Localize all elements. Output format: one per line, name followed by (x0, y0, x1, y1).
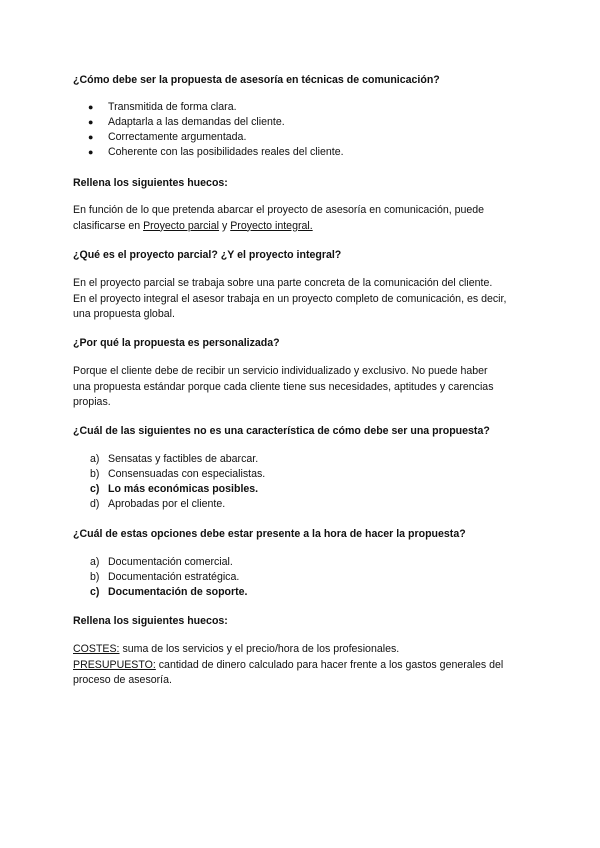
list-item: ● Coherente con las posibilidades reales del cliente. (88, 146, 344, 158)
question-heading: ¿Cuál de las siguientes no es una característica de cómo debe ser una propuesta? (73, 425, 490, 437)
bullet-icon: ● (88, 147, 94, 157)
bullet-icon: ● (88, 117, 94, 127)
filled-blank: Proyecto integral. (230, 219, 313, 232)
filled-blank: Proyecto parcial (143, 219, 220, 232)
bullet-icon: ● (88, 102, 94, 112)
list-item: a) Documentación comercial. (90, 556, 233, 568)
list-item: d) Aprobadas por el cliente. (90, 498, 226, 510)
term-label: PRESUPUESTO: (73, 658, 156, 671)
section-heading: Rellena los siguientes huecos: (73, 177, 228, 189)
list-item-correct-answer: c) Documentación de soporte. (90, 586, 248, 598)
paragraph: Porque el cliente debe de recibir un servicio individualizado y exclusivo. No puede haber una propuesta estándar porque cada cliente tiene sus necesidades, aptitudes y carencias propias. (73, 365, 494, 408)
option-list (73, 452, 533, 512)
list-item-correct-answer: c) Lo más económicas posibles. (90, 483, 259, 495)
bullet-list (73, 100, 533, 160)
bullet-icon: ● (88, 132, 94, 142)
paragraph: En función de lo que pretenda abarcar el proyecto de asesoría en comunicación, puede clasificarse en Proyecto parcial y Proyecto integral. (73, 204, 485, 232)
list-item: b) Documentación estratégica. (90, 571, 240, 583)
question-heading: ¿Por qué la propuesta es personalizada? (73, 337, 280, 349)
list-item: ● Transmitida de forma clara. (88, 101, 237, 113)
list-item: ● Correctamente argumentada. (88, 131, 247, 143)
term-label: COSTES: (73, 643, 120, 655)
paragraph: En el proyecto parcial se trabaja sobre una parte concreta de la comunicación del cliente. En el proyecto integral el asesor trabaja en un proyecto completo de comunicación, es decir, una propuesta global. (73, 277, 507, 320)
question-heading: ¿Cuál de estas opciones debe estar presente a la hora de hacer la propuesta? (73, 528, 466, 540)
question-heading: ¿Qué es el proyecto parcial? ¿Y el proyecto integral? (73, 249, 342, 261)
paragraph: COSTES: suma de los servicios y el precio/hora de los profesionales. PRESUPUESTO: cantidad de dinero calculado para hacer frente a los gastos generales del proceso de asesoría. (73, 643, 504, 686)
section-heading: Rellena los siguientes huecos: (73, 615, 228, 627)
list-item: ● Adaptarla a las demandas del cliente. (88, 116, 285, 128)
list-item: a) Sensatas y factibles de abarcar. (90, 453, 259, 465)
question-heading: ¿Cómo debe ser la propuesta de asesoría en técnicas de comunicación? (73, 74, 440, 86)
list-item: b) Consensuadas con especialistas. (90, 468, 266, 480)
option-list (73, 555, 533, 600)
